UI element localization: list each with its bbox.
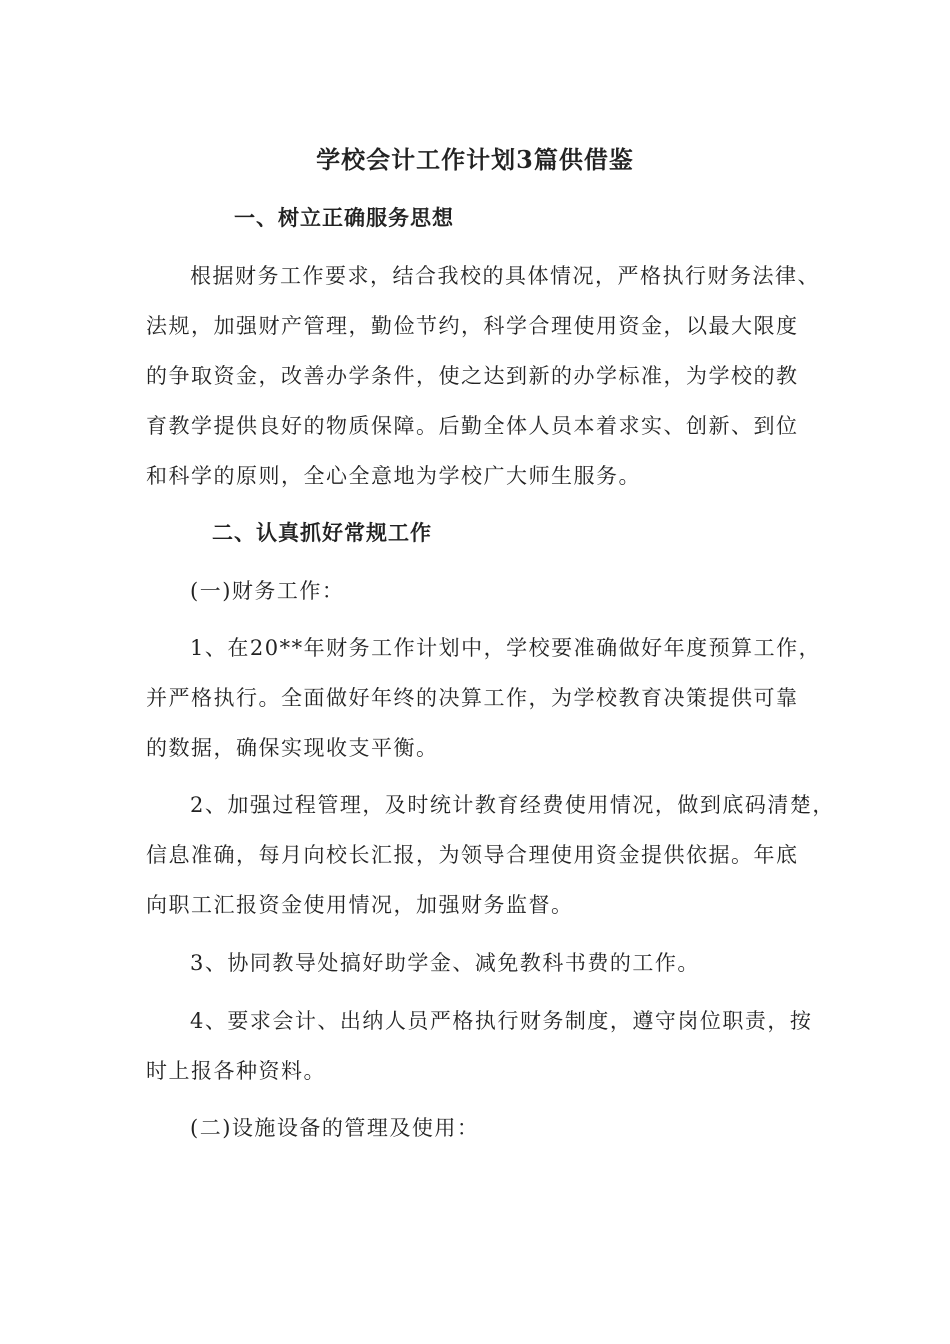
paragraph-line: 1、在20**年财务工作计划中，学校要准确做好年度预算工作， <box>190 636 822 660</box>
paragraph-line: 信息准确，每月向校长汇报，为领导合理使用资金提供依据。年底 <box>146 843 799 867</box>
paragraph-line: 2、加强过程管理，及时统计教育经费使用情况，做到底码清楚， <box>190 793 835 817</box>
subsection-heading: (一)财务工作： <box>190 579 345 603</box>
paragraph-line: 和科学的原则，全心全意地为学校广大师生服务。 <box>146 464 641 488</box>
paragraph-line: 4、要求会计、出纳人员严格执行财务制度，遵守岗位职责，按 <box>190 1009 813 1033</box>
document-title: 学校会计工作计划3篇供借鉴 <box>316 145 634 174</box>
subsection-heading: (二)设施设备的管理及使用： <box>190 1116 480 1140</box>
paragraph-line: 的数据，确保实现收支平衡。 <box>146 736 439 760</box>
paragraph-line: 法规，加强财产管理，勤俭节约，科学合理使用资金，以最大限度 <box>146 314 799 338</box>
paragraph-line: 育教学提供良好的物质保障。后勤全体人员本着求实、创新、到位 <box>146 414 799 438</box>
paragraph-line: 的争取资金，改善办学条件，使之达到新的办学标准，为学校的教 <box>146 364 799 388</box>
paragraph-line: 向职工汇报资金使用情况，加强财务监督。 <box>146 893 574 917</box>
section-heading-2: 二、认真抓好常规工作 <box>212 520 432 545</box>
paragraph-line: 时上报各种资料。 <box>146 1059 326 1083</box>
paragraph-line: 根据财务工作要求，结合我校的具体情况，严格执行财务法律、 <box>190 264 820 288</box>
paragraph-line: 并严格执行。全面做好年终的决算工作，为学校教育决策提供可靠 <box>146 686 799 710</box>
paragraph-line: 3、协同教导处搞好助学金、减免教科书费的工作。 <box>190 951 700 975</box>
section-heading-1: 一、树立正确服务思想 <box>234 205 454 230</box>
